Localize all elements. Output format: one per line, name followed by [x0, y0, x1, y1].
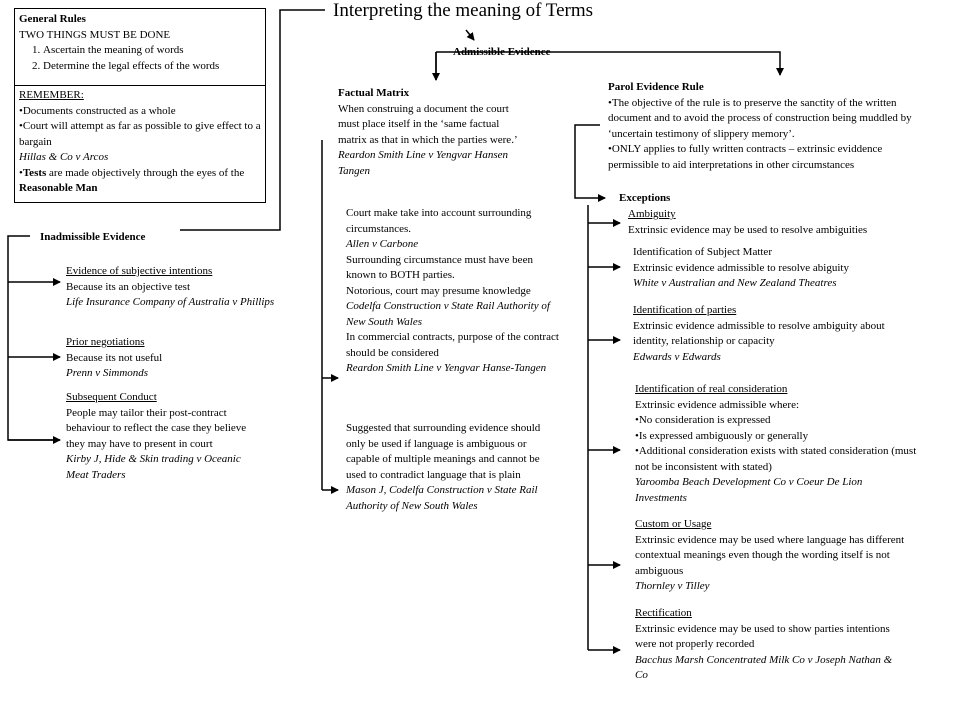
exception-heading: Ambiguity: [628, 208, 676, 220]
factual-matrix-block: [338, 86, 530, 179]
exception-heading: Rectification: [635, 607, 692, 619]
inadmissible-section-subsequent: [66, 390, 262, 483]
section-case: Prenn v Simmonds: [66, 367, 149, 379]
connector-title-down: [466, 30, 474, 40]
exception-bullet: • Additional consideration exists with stated consideration (must not be inconsistent with stated): [635, 444, 917, 475]
block-text: Notorious, court may presume knowledge: [346, 284, 531, 297]
section-text: Because its an objective test: [66, 280, 191, 293]
exception-heading: Identification of parties: [633, 304, 737, 316]
exception-heading: Identification of Subject Matter: [633, 246, 772, 258]
remember-bullet: • Court will attempt as far as possible to give effect to a bargain: [19, 119, 261, 150]
remember-case: Hillas & Co v Arcos: [19, 151, 109, 163]
exceptions-label: Exceptions: [619, 192, 671, 204]
connector-inadmissible-to-left: [8, 236, 60, 440]
general-rules-line: TWO THINGS MUST BE DONE: [19, 28, 171, 41]
general-rules-box: [14, 8, 266, 86]
exception-custom: [635, 517, 917, 595]
exception-heading: Identification of real consideration: [635, 383, 788, 395]
parol-evidence-block: [608, 80, 924, 173]
remember-heading: REMEMBER:: [19, 89, 84, 101]
general-rules-item: 1. Ascertain the meaning of words: [43, 43, 261, 59]
remember-box: [14, 85, 266, 203]
suggested-block: [346, 421, 542, 514]
exception-text: Extrinsic evidence admissible where:: [635, 398, 800, 411]
section-heading: Evidence of subjective intentions: [66, 265, 213, 277]
exception-bullet: • No consideration is expressed: [635, 413, 917, 429]
factual-matrix-case: Reardon Smith Line v Yengvar Hansen Tangen: [338, 149, 508, 177]
exception-case: Thornley v Tilley: [635, 580, 710, 592]
exception-text: Extrinsic evidence admissible to resolve abiguity: [633, 261, 849, 274]
inadmissible-section-subjective: [66, 264, 276, 311]
parol-bullet: • The objective of the rule is to preserve the sanctity of the written document and to avoid the process of construction being muddled by ‘uncertain testimony of slippery memory’.: [608, 96, 924, 143]
block-text: Court make take into account surrounding circumstances.: [346, 207, 532, 235]
exception-subject-matter: [633, 245, 923, 292]
general-rules-item: 2. Determine the legal effects of the words: [43, 59, 261, 75]
block-case: Codelfa Construction v State Rail Authority of New South Wales: [346, 300, 550, 328]
section-heading: Prior negotiations: [66, 336, 145, 348]
section-case: Kirby J, Hide & Skin trading v Oceanic Meat Traders: [66, 453, 241, 481]
exception-text: Extrinsic evidence admissible to resolve ambiguity about identity, relationship or capacity: [633, 319, 885, 347]
factual-matrix-heading: Factual Matrix: [338, 87, 410, 99]
surrounding-circumstances-block: [346, 206, 561, 377]
block-text: Suggested that surrounding evidence should only be used if language is ambiguous or capable of multiple meanings and cannot be used to contradict language that is plain: [346, 422, 541, 481]
parol-bullet: • ONLY applies to fully written contracts – extrinsic eviddence permissible to aid interpretations in other circumstances: [608, 142, 924, 173]
admissible-evidence-label: Admissible Evidence: [453, 46, 551, 58]
exception-rectification: [635, 606, 905, 684]
section-case: Life Insurance Company of Australia v Phillips: [66, 296, 275, 308]
factual-matrix-text: When construing a document the court must place itself in the ‘same factual matrix as that in which the parties were.’: [338, 102, 518, 146]
general-rules-list: [19, 43, 261, 74]
block-case: Allen v Carbone: [346, 238, 419, 250]
block-text: Surrounding circumstance must have been known to BOTH parties.: [346, 253, 533, 281]
exception-text: Extrinsic evidence may be used to show parties intentions were not properly recorded: [635, 622, 890, 650]
section-heading: Subsequent Conduct: [66, 391, 157, 403]
exception-case: Bacchus Marsh Concentrated Milk Co v Joseph Nathan & Co: [635, 653, 893, 681]
exception-text: Extrinsic evidence may be used to resolve ambiguities: [628, 223, 868, 236]
exception-heading: Custom or Usage: [635, 518, 712, 530]
block-text: In commercial contracts, purpose of the contract should be considered: [346, 331, 559, 359]
exception-parties: [633, 303, 913, 365]
inadmissible-evidence-label: Inadmissible Evidence: [40, 231, 146, 243]
inadmissible-section-prior: [66, 335, 276, 382]
connector-parol-spine: [575, 125, 605, 198]
remember-bullet: • Tests are made objectively through the eyes of the Reasonable Man: [19, 166, 261, 197]
remember-bullet: • Documents constructed as a whole: [19, 104, 261, 120]
exception-ambiguity: [628, 207, 928, 238]
exception-bullet: • Is expressed ambiguously or generally: [635, 429, 917, 445]
exception-consideration: [635, 382, 917, 506]
page-title: Interpreting the meaning of Terms: [333, 0, 594, 21]
exception-case: Edwards v Edwards: [633, 350, 721, 363]
section-text: Because its not useful: [66, 351, 163, 364]
exception-text: Extrinsic evidence may be used where language has different contextual meanings even though the wording itself is not ambiguous: [635, 533, 905, 577]
block-case: Mason J, Codelfa Construction v State Rail Authority of New South Wales: [346, 484, 538, 512]
general-rules-heading: General Rules: [19, 13, 86, 25]
parol-heading: Parol Evidence Rule: [608, 81, 704, 93]
exception-case: White v Australian and New Zealand Theatres: [633, 277, 837, 289]
exception-case: Yaroomba Beach Development Co v Coeur De Lion Investments: [635, 476, 863, 504]
section-text: People may tailor their post-contract behaviour to reflect the case they believe they may have to present in court: [66, 406, 247, 450]
block-case: Reardon Smith Line v Yengvar Hanse-Tangen: [346, 362, 547, 374]
